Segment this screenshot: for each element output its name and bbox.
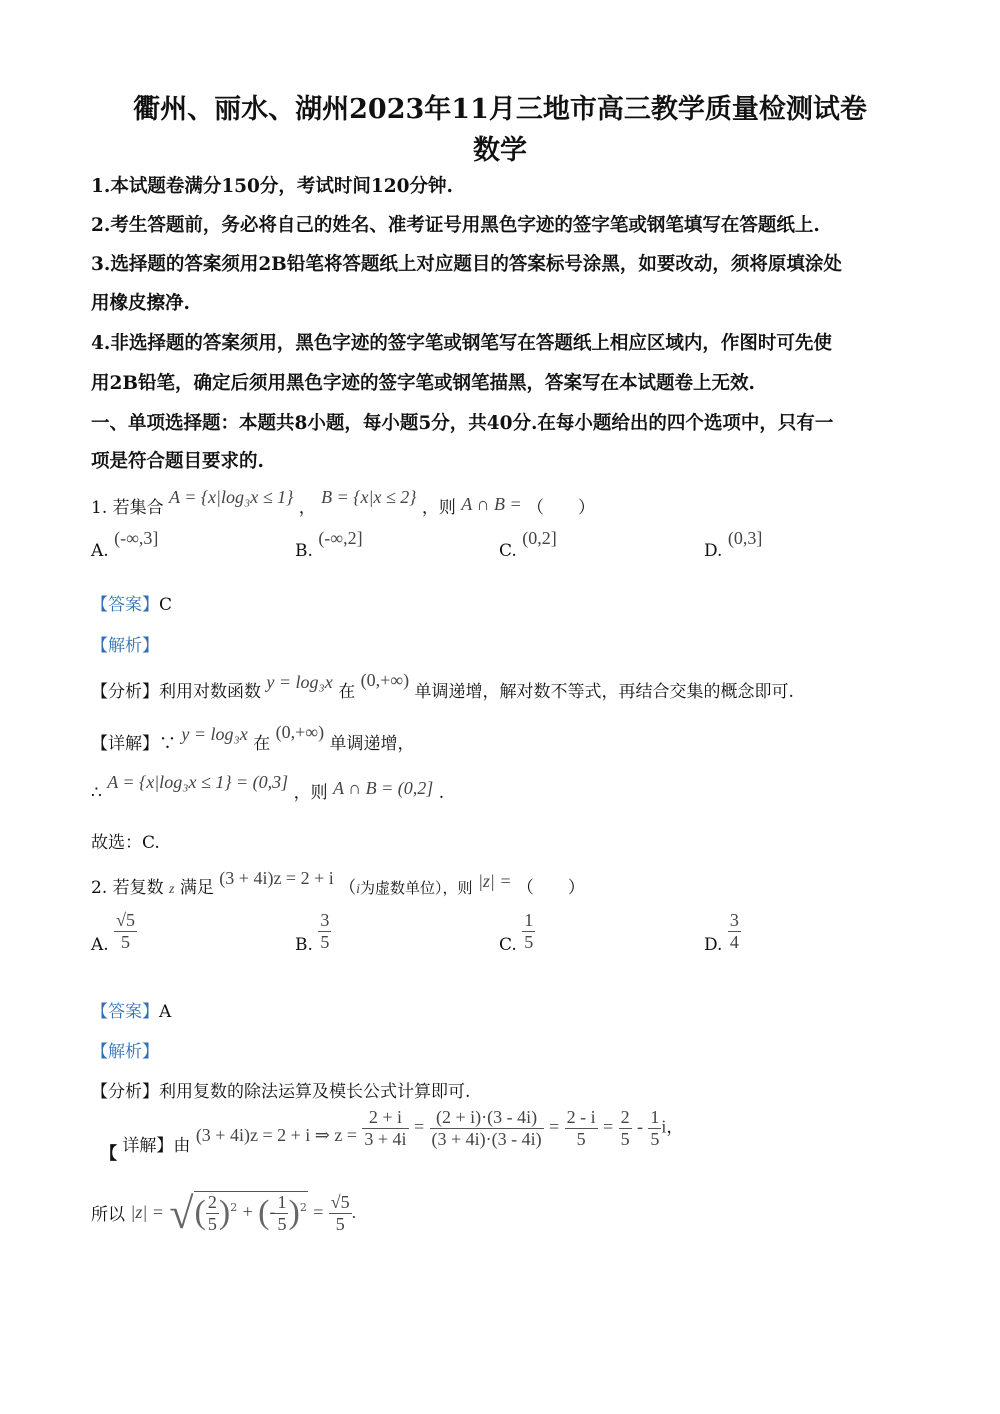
q1-detail-in: 在: [253, 734, 271, 754]
q2-detail-eq3: =: [603, 1116, 614, 1137]
section-heading-line2: 项是符合题目要求的.: [91, 451, 264, 472]
q2-detail-line: [100, 1107, 684, 1164]
q2-detail-frac1-num: 2 + i: [362, 1107, 408, 1129]
q2-answer-tag: 【答案】: [91, 1002, 159, 1022]
q1-detail-tag: 【详解】: [91, 734, 159, 754]
q1-option-b: [295, 528, 363, 561]
left-paren-icon: (: [194, 1194, 206, 1232]
q1-option-d-value: (0,3]: [727, 528, 763, 548]
q2-stem: [91, 868, 585, 898]
q2-option-c-fraction: [522, 910, 535, 952]
q1-stem: [91, 487, 595, 518]
q1-therefore-expr: A = {x|log₃x ≤ 1} = (0,3]: [107, 772, 289, 792]
instruction-4a: 4.非选择题的答案须用，黑色字迹的签字笔或钢笔写在答题纸上相应区域内，作图时可先使: [91, 333, 832, 354]
instruction-4b: 用2B铅笔，确定后须用黑色字迹的签字笔或钢笔描黑，答案写在本试题卷上无效.: [91, 373, 755, 394]
q2-detail-lhs: (3 + 4i)z = 2 + i ⇒ z =: [195, 1124, 357, 1145]
q2-option-a: [91, 910, 137, 955]
q2-detail-eq1: =: [413, 1116, 425, 1137]
q1-option-a-label: A.: [91, 541, 109, 561]
q1-detail-because: ∵: [159, 734, 176, 754]
q2-detail-frac5: [648, 1107, 661, 1149]
q2-detail-i: i: [661, 1116, 667, 1137]
q2-detail-frac4-num: 2: [620, 1107, 630, 1127]
q2-so-plus: +: [242, 1202, 253, 1222]
q2-option-a-fraction: [114, 910, 137, 952]
q1-therefore-symbol: ∴: [91, 783, 102, 803]
q2-note: 为虚数单位），则: [360, 879, 473, 897]
q1-option-c-label: C.: [499, 541, 517, 561]
q1-analysis-tag: 【分析】: [91, 682, 159, 702]
q2-so-term2-den: 5: [277, 1214, 287, 1234]
q2-option-c-num: 1: [524, 910, 534, 930]
q2-detail-word: 详解】由: [122, 1135, 191, 1156]
q2-option-d-den: 4: [729, 931, 739, 952]
q2-option-d-num: 3: [729, 910, 739, 930]
q2-so-result: [329, 1192, 352, 1234]
q1-analysis: [91, 670, 794, 702]
q1-option-c-value: (0,2]: [522, 528, 557, 548]
q2-modz: |z| =: [477, 871, 512, 891]
q2-so-term2: [275, 1192, 288, 1234]
q2-detail-frac2-den: (3 + 4i)·(3 - 4i): [431, 1128, 542, 1149]
q1-therefore-line: [91, 772, 445, 803]
q2-detail-comma: ，: [666, 1117, 684, 1138]
q1-expr: A ∩ B =: [461, 494, 522, 514]
q1-then: ，则: [421, 498, 456, 518]
q2-detail-frac2: [430, 1107, 544, 1149]
q1-prefix: 1. 若集合: [91, 498, 164, 518]
q2-option-b-den: 5: [320, 931, 330, 952]
q2-option-c-label: C.: [499, 934, 517, 955]
q1-option-d-label: D.: [704, 541, 723, 561]
q1-result-expr: A ∩ B = (0,2]: [332, 778, 434, 798]
q1-analysis-in: 在: [338, 682, 356, 702]
q2-answer: [91, 997, 171, 1022]
section-heading-line1: 一、单项选择题：本题共8小题，每小题5分，共40分.在每小题给出的四个选项中，只有一: [91, 413, 834, 434]
q2-so-minus: -: [269, 1202, 276, 1222]
q2-so-period: .: [351, 1202, 357, 1222]
square-exponent-icon: 2: [299, 1201, 307, 1215]
q1-set-b: B = {x|x ≤ 2}: [321, 487, 417, 507]
q2-jiexi-tag: 【解析】: [91, 1042, 159, 1062]
square-exponent-icon: 2: [230, 1201, 238, 1215]
q2-equation: (3 + 4i)z = 2 + i: [219, 868, 334, 888]
q2-analysis: [91, 1077, 470, 1102]
exam-subject: 数学: [473, 135, 527, 166]
q1-analysis-interval: (0,+∞): [360, 670, 410, 690]
q2-option-d-fraction: [728, 910, 741, 952]
q2-so-term1-num: 2: [207, 1192, 217, 1213]
q1-paren: （ ）: [527, 498, 595, 518]
q1-comma: ，: [298, 498, 316, 518]
q1-detail-func: y = log₃x: [181, 724, 248, 744]
q2-detail-frac2-num: (2 + i)·(3 - 4i): [430, 1107, 544, 1129]
q1-analysis-pre: 利用对数函数: [159, 682, 261, 702]
q1-option-a-value: (-∞,3]: [114, 528, 159, 548]
q2-so-radicand: [194, 1191, 308, 1234]
q2-detail-frac1: [362, 1107, 408, 1149]
q2-option-b-fraction: [318, 910, 331, 952]
q2-option-a-num: √5: [116, 910, 135, 930]
q1-detail: [91, 722, 415, 754]
q1-option-b-label: B.: [295, 541, 313, 561]
q1-answer: [91, 590, 172, 615]
q1-option-a: [91, 528, 159, 561]
q2-so-modz: |z| =: [130, 1202, 164, 1222]
q2-option-d: [704, 910, 741, 955]
q2-detail-frac4-den: 5: [620, 1128, 630, 1149]
q2-option-b-label: B.: [295, 934, 313, 955]
q1-option-b-value: (-∞,2]: [318, 528, 363, 548]
q2-detail-frac3-den: 5: [576, 1128, 586, 1149]
q1-analysis-post: 单调递增，解对数不等式，再结合交集的概念即可.: [414, 682, 794, 702]
q1-answer-tag: 【答案】: [91, 595, 159, 615]
q2-so-term2-num: 1: [277, 1192, 287, 1213]
instruction-3a: 3.选择题的答案须用2B铅笔将答题纸上对应题目的答案标号涂黑，如要改动，须将原填涂处: [91, 254, 842, 275]
q2-detail-frac3-num: 2 - i: [566, 1107, 596, 1127]
q2-i-symbol: i: [356, 882, 361, 897]
right-paren-icon: ): [218, 1194, 231, 1232]
q1-detail-interval: (0,+∞): [275, 722, 325, 742]
q2-satisfy: 满足: [179, 878, 214, 898]
q1-option-d: [704, 528, 763, 561]
q2-note-open: （: [339, 878, 357, 898]
q2-so-term1-den: 5: [207, 1214, 217, 1234]
q2-z: z: [169, 882, 175, 897]
q1-set-a: A = {x|log₃x ≤ 1}: [169, 487, 294, 507]
q2-detail-frac5-den: 5: [650, 1128, 660, 1149]
q2-prefix: 2. 若复数: [91, 878, 164, 898]
q2-option-b-num: 3: [320, 910, 330, 930]
q1-then2: ，则: [293, 783, 328, 803]
q2-option-d-label: D.: [704, 934, 723, 955]
exam-title: 衢州、丽水、湖州2023年11月三地市高三教学质量检测试卷: [133, 94, 867, 125]
instruction-2: 2.考生答题前，务必将自己的姓名、准考证号用黑色字迹的签字笔或钢笔填写在答题纸上.: [91, 215, 820, 236]
q2-so-result-den: 5: [335, 1214, 345, 1234]
q2-detail-frac5-num: 1: [650, 1107, 660, 1127]
q2-analysis-text: 利用复数的除法运算及模长公式计算即可.: [159, 1082, 471, 1102]
q2-so: 所以: [91, 1205, 125, 1225]
q1-jiexi-tag: 【解析】: [91, 636, 159, 656]
q2-analysis-tag: 【分析】: [91, 1082, 159, 1102]
q1-answer-value: C: [159, 595, 173, 615]
q2-option-b: [295, 910, 331, 955]
q2-option-c: [499, 910, 535, 955]
q2-so-eq: =: [313, 1202, 324, 1222]
q2-modulus-line: [91, 1188, 356, 1239]
sqrt-icon: √: [169, 1189, 194, 1238]
q2-option-a-den: 5: [121, 931, 131, 952]
q1-option-c: [499, 528, 557, 561]
q1-period: .: [438, 783, 445, 803]
q1-analysis-func: y = log₃x: [266, 672, 333, 692]
right-paren-icon: ): [288, 1194, 300, 1232]
q2-so-term1: [206, 1192, 219, 1234]
q2-detail-minus: -: [636, 1116, 643, 1137]
q2-detail-frac3: [565, 1107, 598, 1149]
q2-detail-frac4: [619, 1107, 632, 1149]
instruction-1: 1.本试题卷满分150分，考试时间120分钟.: [91, 176, 453, 197]
q2-so-result-num: √5: [330, 1192, 350, 1213]
q1-choose: 故选：C.: [91, 833, 160, 853]
q2-detail-bracket: 【: [100, 1143, 117, 1164]
left-paren-icon: (: [258, 1194, 270, 1232]
q2-option-c-den: 5: [524, 931, 534, 952]
instruction-3b: 用橡皮擦净.: [91, 293, 190, 314]
q2-paren: （ ）: [516, 878, 585, 898]
q2-detail-eq2: =: [549, 1116, 560, 1137]
q2-answer-value: A: [159, 1002, 172, 1022]
q1-detail-post: 单调递增，: [329, 734, 415, 754]
q2-detail-frac1-den: 3 + 4i: [364, 1128, 407, 1149]
q2-option-a-label: A.: [91, 934, 109, 955]
